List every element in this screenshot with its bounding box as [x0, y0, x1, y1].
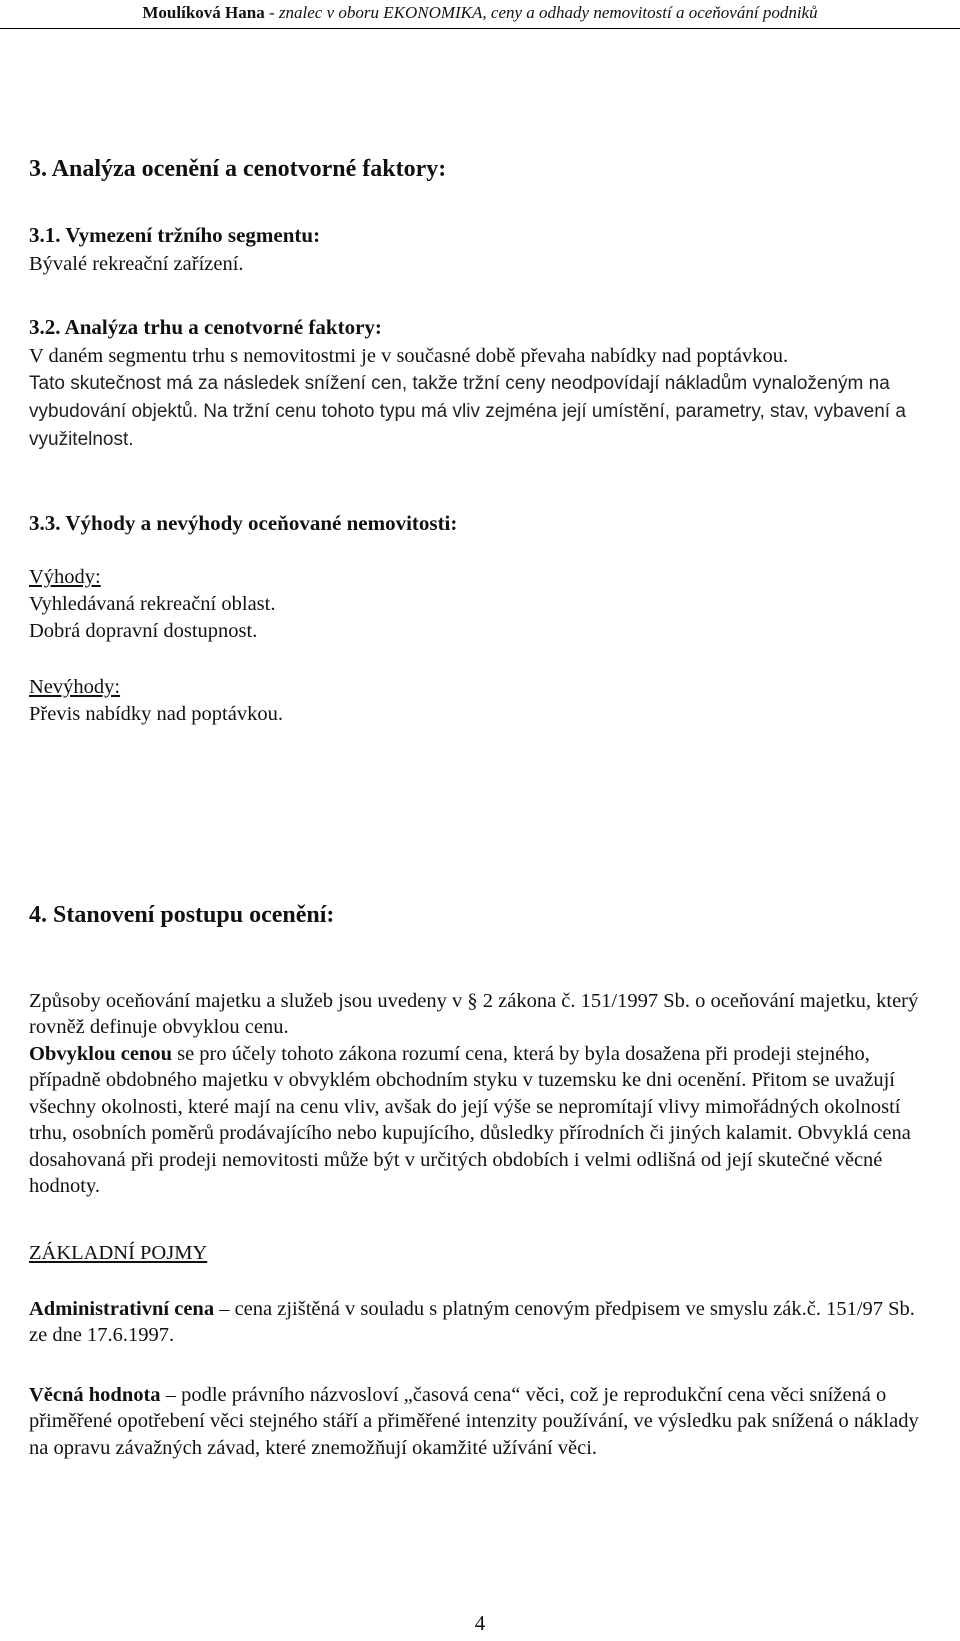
paragraph-usual-price [29, 1041, 931, 1199]
term-usual-price: Obvyklou cenou [29, 1043, 172, 1065]
definition-material-value: – podle právního názvosloví „časová cena“ věci, což je reprodukční cena věci snížená o přiměřené opotřebení věci stejného stáří a přiměřené intenzity používání, ve výsledku pak snížená o náklady na opravu závažných závad, které znemožňují okamžité užívání věci. [29, 1384, 919, 1459]
term-material-value: Věcná hodnota [29, 1384, 161, 1406]
section-4-title: 4. Stanovení postupu ocenění: [29, 902, 335, 928]
advantage-item: Dobrá dopravní dostupnost. [29, 620, 258, 642]
section-3-1-text: Bývalé rekreační zařízení. [29, 253, 244, 275]
section-3-title: 3. Analýza ocenění a cenotvorné faktory: [29, 156, 447, 182]
section-3-1-title: 3.1. Vymezení tržního segmentu: [29, 223, 321, 247]
disadvantage-item: Převis nabídky nad poptávkou. [29, 703, 283, 725]
section-3-3-title: 3.3. Výhody a nevýhody oceňované nemovitosti: [29, 511, 458, 535]
page-number: 4 [474, 1611, 486, 1635]
basic-terms-heading: ZÁKLADNÍ POJMY [29, 1242, 208, 1264]
header-author: Moulíková Hana [142, 3, 265, 22]
header-divider [0, 28, 960, 29]
paragraph-valuation-methods: Způsoby oceňování majetku a služeb jsou uvedeny v § 2 zákona č. 151/1997 Sb. o oceňování majetku, který rovněž definuje obvyklou cenu. [29, 990, 919, 1039]
paragraph-material-value [29, 1382, 931, 1461]
advantages-label: Výhody: [29, 566, 101, 588]
section-3-2-detail: Tato skutečnost má za následek snížení cen, takže tržní ceny neodpovídají nákladům vynaloženým na vybudování objektů. Na tržní cenu tohoto typu má vliv zejména její umístění, parametry, stav, vybavení a využitelnost. [29, 373, 906, 450]
header-sep: - [264, 3, 279, 22]
section-3-2-title: 3.2. Analýza trhu a cenotvorné faktory: [29, 315, 382, 339]
page-header [0, 2, 960, 24]
definition-usual-price: se pro účely tohoto zákona rozumí cena, která by byla dosažena při prodeji stejného, případně obdobného majetku v obvyklém obchodním styku v tuzemsku ke dni ocenění. Přitom se uvažují všechny okolnosti, které mají na cenu vliv, avšak do její výše se nepromítají vlivy mimořádných okolností trhu, osobních poměrů prodávajícího nebo kupujícího, důsledky přírodních či jiných kalamit. Obvyklá cena dosahovaná při prodeji nemovitosti může být v určitých obdobích i velmi odlišná od její skutečné věcné hodnoty. [29, 1043, 911, 1198]
header-subtitle: znalec v oboru EKONOMIKA, ceny a odhady nemovitostí a oceňování podniků [278, 3, 818, 22]
paragraph-administrative-price [29, 1296, 931, 1349]
advantage-item: Vyhledávaná rekreační oblast. [29, 593, 276, 615]
disadvantages-label: Nevýhody: [29, 676, 121, 698]
definition-administrative-price: – cena zjištěná v souladu s platným cenovým předpisem ve smyslu zák.č. 151/97 Sb. ze dne 17.6.1997. [29, 1298, 915, 1347]
term-administrative-price: Administrativní cena [29, 1298, 215, 1320]
section-3-2-text: V daném segmentu trhu s nemovitostmi je v současné době převaha nabídky nad poptávkou. [29, 345, 789, 367]
